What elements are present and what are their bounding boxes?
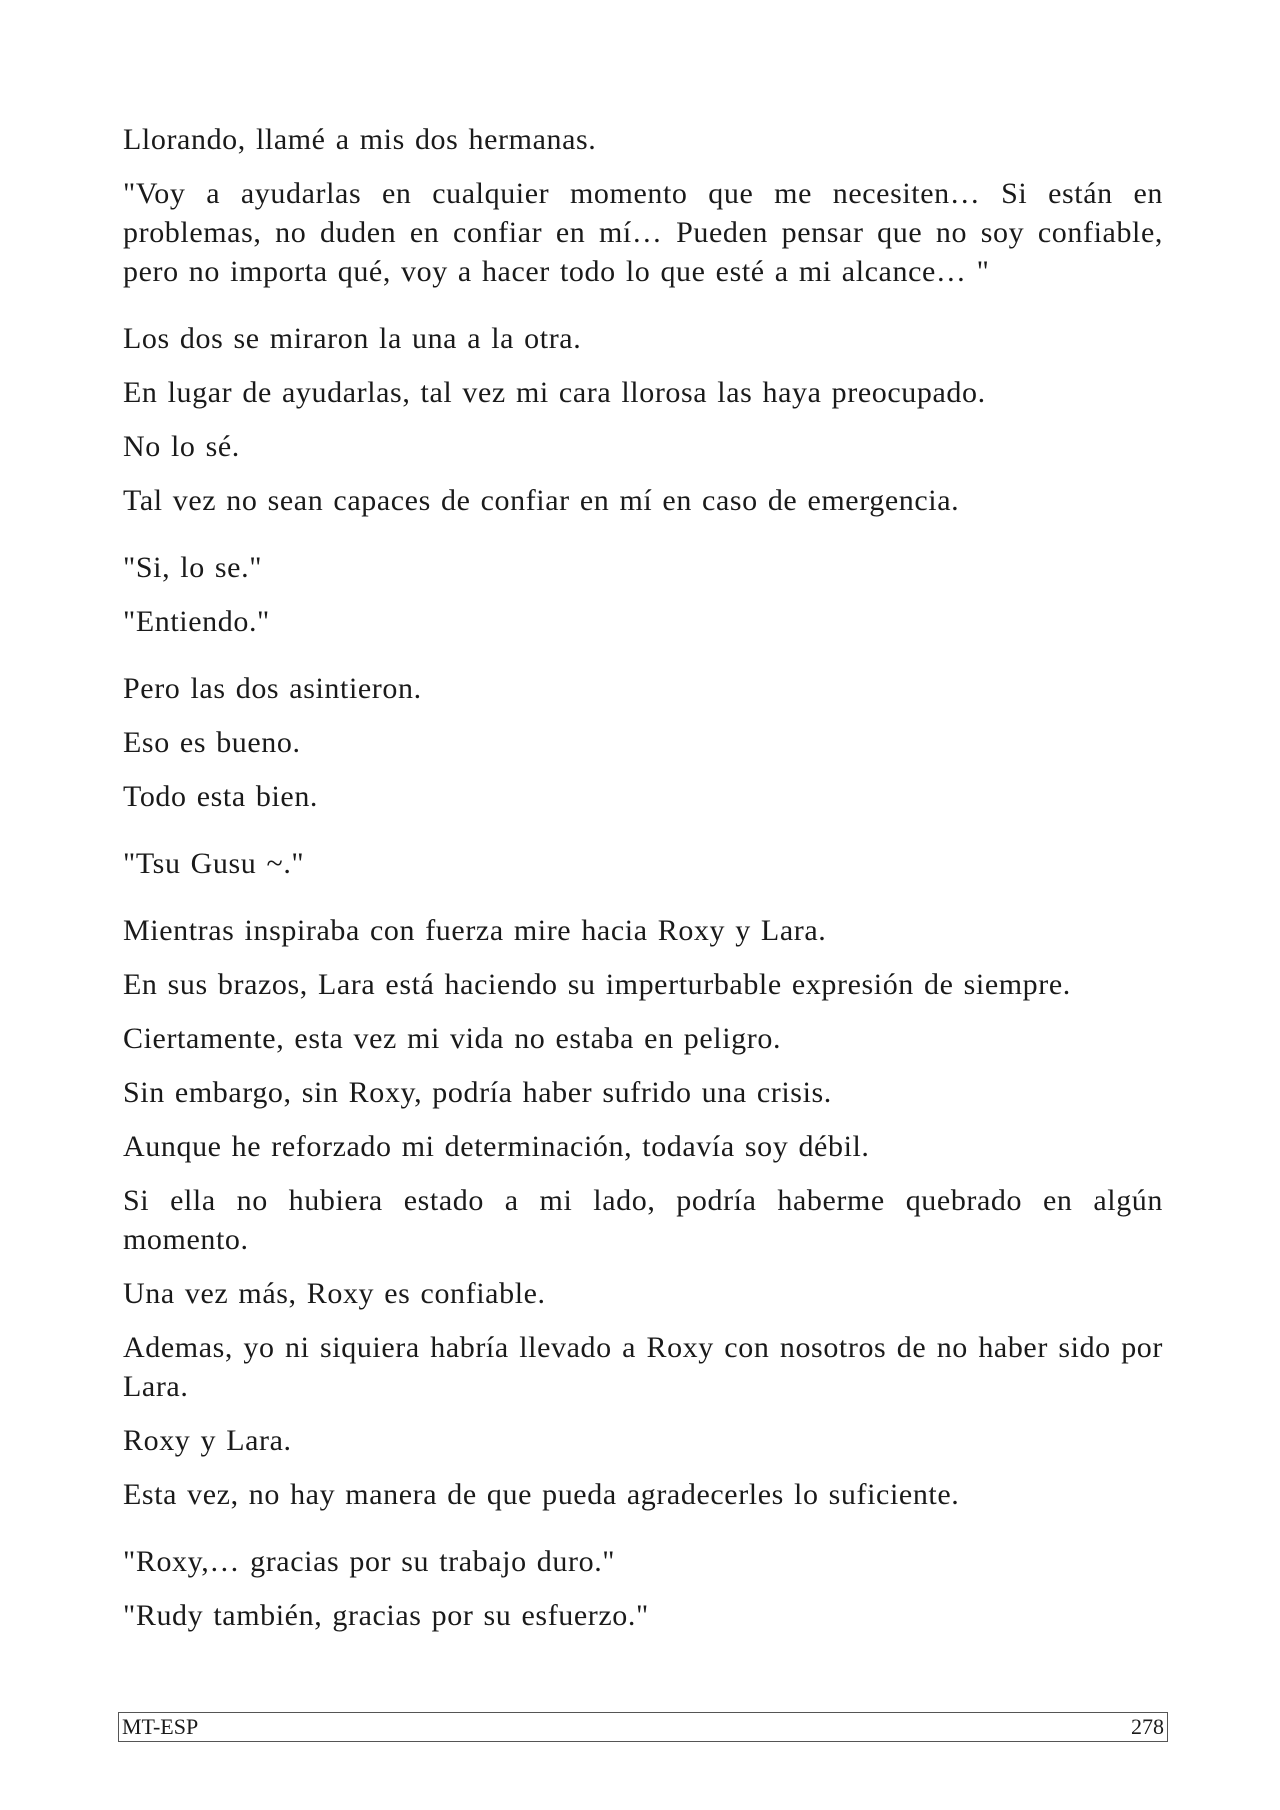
page-footer [118, 1712, 1168, 1742]
paragraph: No lo sé. [123, 430, 240, 463]
paragraph: Una vez más, Roxy es confiable. [123, 1277, 546, 1310]
paragraph: Llorando, llamé a mis dos hermanas. [123, 123, 597, 156]
paragraph: Mientras inspiraba con fuerza mire hacia Roxy y Lara. [123, 914, 827, 947]
paragraph: "Si, lo se." [123, 551, 263, 584]
paragraph: "Tsu Gusu ~." [123, 847, 305, 880]
page-number: 278 [1131, 1714, 1164, 1739]
paragraph: Ciertamente, esta vez mi vida no estaba en peligro. [123, 1022, 782, 1055]
paragraph: Pero las dos asintieron. [123, 672, 422, 705]
paragraph: Ademas, yo ni siquiera habría llevado a Roxy con nosotros de no haber sido por Lara. [123, 1331, 1163, 1403]
paragraph: Si ella no hubiera estado a mi lado, podría haberme quebrado en algún momento. [123, 1184, 1163, 1256]
paragraph: En sus brazos, Lara está haciendo su imperturbable expresión de siempre. [123, 968, 1071, 1001]
paragraph: Esta vez, no hay manera de que pueda agradecerles lo suficiente. [123, 1478, 960, 1511]
paragraph: Tal vez no sean capaces de confiar en mí en caso de emergencia. [123, 484, 960, 517]
paragraph: "Entiendo." [123, 605, 270, 638]
paragraph: Sin embargo, sin Roxy, podría haber sufrido una crisis. [123, 1076, 832, 1109]
body-text [123, 120, 1163, 1650]
paragraph: "Rudy también, gracias por su esfuerzo." [123, 1599, 649, 1632]
paragraph: Eso es bueno. [123, 726, 301, 759]
paragraph: Roxy y Lara. [123, 1424, 292, 1457]
paragraph: "Voy a ayudarlas en cualquier momento que me necesiten… Si están en problemas, no duden en confiar en mí… Pueden pensar que no soy confiable, pero no importa qué, voy a hacer todo lo que esté a mi alcance… " [123, 177, 1163, 288]
paragraph: "Roxy,… gracias por su trabajo duro." [123, 1545, 616, 1578]
paragraph: En lugar de ayudarlas, tal vez mi cara llorosa las haya preocupado. [123, 376, 986, 409]
paragraph: Los dos se miraron la una a la otra. [123, 322, 582, 355]
footer-label: MT-ESP [122, 1714, 199, 1739]
paragraph: Aunque he reforzado mi determinación, todavía soy débil. [123, 1130, 870, 1163]
paragraph: Todo esta bien. [123, 780, 319, 813]
